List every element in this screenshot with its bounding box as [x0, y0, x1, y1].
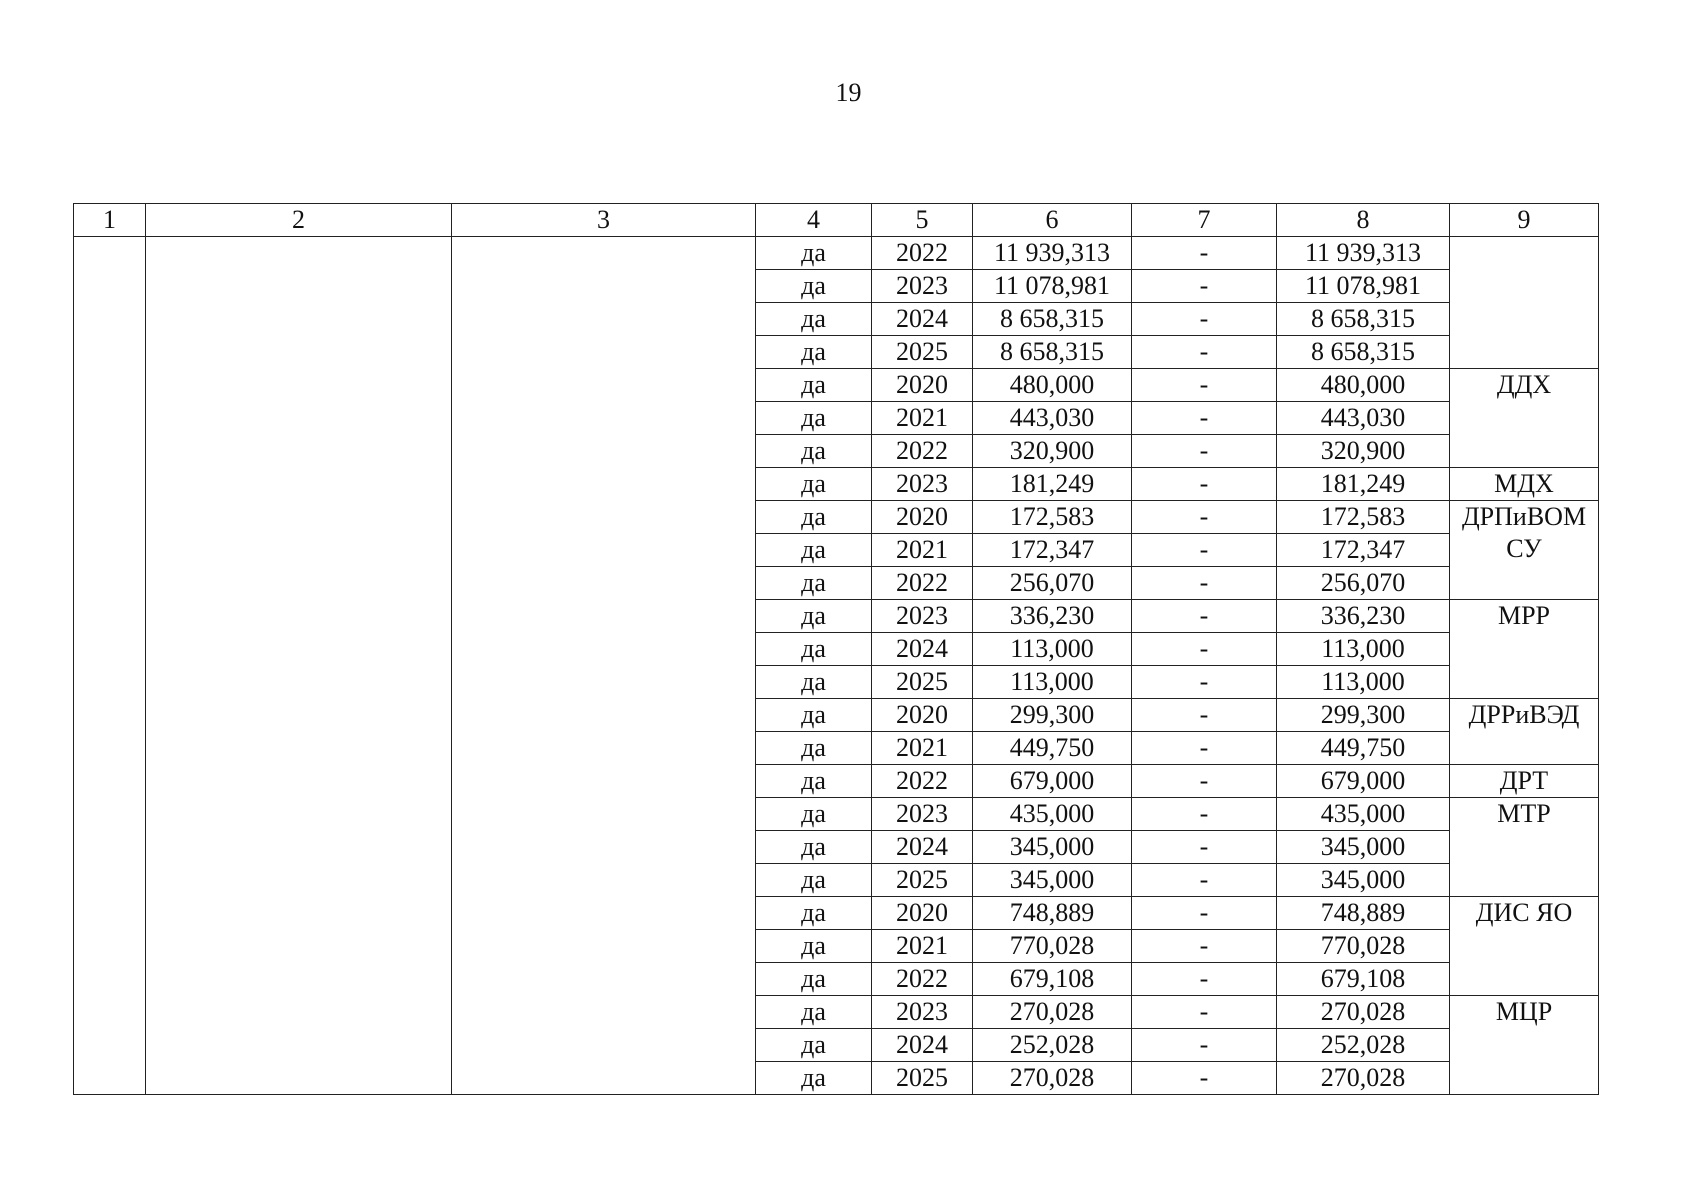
dash-cell: -	[1132, 468, 1277, 501]
year-cell: 2022	[872, 237, 973, 270]
flag-cell: да	[756, 468, 872, 501]
table-body	[74, 237, 1599, 1095]
dash-cell: -	[1132, 864, 1277, 897]
responsible-cell: ДРТ	[1450, 765, 1599, 798]
total-cell: 113,000	[1277, 633, 1450, 666]
flag-cell: да	[756, 930, 872, 963]
dash-cell: -	[1132, 501, 1277, 534]
amount-cell: 679,000	[973, 765, 1132, 798]
dash-cell: -	[1132, 798, 1277, 831]
year-cell: 2022	[872, 963, 973, 996]
dash-cell: -	[1132, 765, 1277, 798]
total-cell: 679,108	[1277, 963, 1450, 996]
column-header: 9	[1450, 204, 1599, 237]
dash-cell: -	[1132, 402, 1277, 435]
responsible-cell: МРР	[1450, 600, 1599, 699]
amount-cell: 172,347	[973, 534, 1132, 567]
dash-cell: -	[1132, 699, 1277, 732]
table-row	[74, 237, 1599, 270]
amount-cell: 770,028	[973, 930, 1132, 963]
year-cell: 2022	[872, 765, 973, 798]
total-cell: 449,750	[1277, 732, 1450, 765]
year-cell: 2023	[872, 600, 973, 633]
dash-cell: -	[1132, 963, 1277, 996]
responsible-cell: МЦР	[1450, 996, 1599, 1095]
amount-cell: 336,230	[973, 600, 1132, 633]
flag-cell: да	[756, 501, 872, 534]
amount-cell: 480,000	[973, 369, 1132, 402]
amount-cell: 345,000	[973, 831, 1132, 864]
responsible-cell: ДРРиВЭД	[1450, 699, 1599, 765]
amount-cell: 113,000	[973, 633, 1132, 666]
year-cell: 2023	[872, 798, 973, 831]
dash-cell: -	[1132, 303, 1277, 336]
column-3-blank	[452, 237, 756, 1095]
year-cell: 2023	[872, 996, 973, 1029]
year-cell: 2020	[872, 897, 973, 930]
column-header: 1	[74, 204, 146, 237]
total-cell: 270,028	[1277, 996, 1450, 1029]
header-row	[74, 204, 1599, 237]
flag-cell: да	[756, 864, 872, 897]
year-cell: 2021	[872, 402, 973, 435]
flag-cell: да	[756, 699, 872, 732]
responsible-cell: МТР	[1450, 798, 1599, 897]
year-cell: 2021	[872, 930, 973, 963]
total-cell: 345,000	[1277, 831, 1450, 864]
year-cell: 2023	[872, 468, 973, 501]
year-cell: 2021	[872, 732, 973, 765]
total-cell: 435,000	[1277, 798, 1450, 831]
amount-cell: 113,000	[973, 666, 1132, 699]
year-cell: 2024	[872, 831, 973, 864]
dash-cell: -	[1132, 666, 1277, 699]
dash-cell: -	[1132, 1029, 1277, 1062]
amount-cell: 172,583	[973, 501, 1132, 534]
flag-cell: да	[756, 732, 872, 765]
dash-cell: -	[1132, 237, 1277, 270]
dash-cell: -	[1132, 270, 1277, 303]
responsible-cell: ДИС ЯО	[1450, 897, 1599, 996]
total-cell: 480,000	[1277, 369, 1450, 402]
amount-cell: 435,000	[973, 798, 1132, 831]
total-cell: 8 658,315	[1277, 336, 1450, 369]
total-cell: 172,583	[1277, 501, 1450, 534]
total-cell: 770,028	[1277, 930, 1450, 963]
flag-cell: да	[756, 369, 872, 402]
flag-cell: да	[756, 633, 872, 666]
amount-cell: 8 658,315	[973, 336, 1132, 369]
column-2-blank	[146, 237, 452, 1095]
amount-cell: 252,028	[973, 1029, 1132, 1062]
column-header: 5	[872, 204, 973, 237]
responsible-cell	[1450, 237, 1599, 369]
flag-cell: да	[756, 1029, 872, 1062]
total-cell: 256,070	[1277, 567, 1450, 600]
year-cell: 2024	[872, 1029, 973, 1062]
total-cell: 443,030	[1277, 402, 1450, 435]
dash-cell: -	[1132, 600, 1277, 633]
total-cell: 679,000	[1277, 765, 1450, 798]
flag-cell: да	[756, 831, 872, 864]
column-1-blank	[74, 237, 146, 1095]
flag-cell: да	[756, 435, 872, 468]
total-cell: 336,230	[1277, 600, 1450, 633]
column-header: 8	[1277, 204, 1450, 237]
year-cell: 2020	[872, 699, 973, 732]
total-cell: 748,889	[1277, 897, 1450, 930]
amount-cell: 11 078,981	[973, 270, 1132, 303]
flag-cell: да	[756, 798, 872, 831]
flag-cell: да	[756, 963, 872, 996]
year-cell: 2020	[872, 501, 973, 534]
column-header: 6	[973, 204, 1132, 237]
flag-cell: да	[756, 600, 872, 633]
total-cell: 252,028	[1277, 1029, 1450, 1062]
total-cell: 299,300	[1277, 699, 1450, 732]
flag-cell: да	[756, 567, 872, 600]
total-cell: 8 658,315	[1277, 303, 1450, 336]
year-cell: 2025	[872, 666, 973, 699]
amount-cell: 11 939,313	[973, 237, 1132, 270]
amount-cell: 320,900	[973, 435, 1132, 468]
responsible-cell: МДХ	[1450, 468, 1599, 501]
total-cell: 11 939,313	[1277, 237, 1450, 270]
amount-cell: 270,028	[973, 996, 1132, 1029]
total-cell: 172,347	[1277, 534, 1450, 567]
dash-cell: -	[1132, 567, 1277, 600]
flag-cell: да	[756, 270, 872, 303]
dash-cell: -	[1132, 996, 1277, 1029]
total-cell: 181,249	[1277, 468, 1450, 501]
year-cell: 2020	[872, 369, 973, 402]
page-number: 19	[835, 78, 862, 107]
dash-cell: -	[1132, 732, 1277, 765]
amount-cell: 270,028	[973, 1062, 1132, 1095]
amount-cell: 443,030	[973, 402, 1132, 435]
year-cell: 2022	[872, 567, 973, 600]
amount-cell: 181,249	[973, 468, 1132, 501]
dash-cell: -	[1132, 633, 1277, 666]
flag-cell: да	[756, 303, 872, 336]
data-table	[73, 203, 1599, 1095]
total-cell: 270,028	[1277, 1062, 1450, 1095]
amount-cell: 345,000	[973, 864, 1132, 897]
dash-cell: -	[1132, 930, 1277, 963]
flag-cell: да	[756, 897, 872, 930]
total-cell: 320,900	[1277, 435, 1450, 468]
responsible-cell: ДРПиВОМ СУ	[1450, 501, 1599, 600]
amount-cell: 449,750	[973, 732, 1132, 765]
year-cell: 2024	[872, 303, 973, 336]
year-cell: 2022	[872, 435, 973, 468]
total-cell: 11 078,981	[1277, 270, 1450, 303]
year-cell: 2021	[872, 534, 973, 567]
flag-cell: да	[756, 534, 872, 567]
flag-cell: да	[756, 237, 872, 270]
column-header: 2	[146, 204, 452, 237]
year-cell: 2025	[872, 336, 973, 369]
year-cell: 2024	[872, 633, 973, 666]
amount-cell: 8 658,315	[973, 303, 1132, 336]
flag-cell: да	[756, 1062, 872, 1095]
dash-cell: -	[1132, 831, 1277, 864]
dash-cell: -	[1132, 1062, 1277, 1095]
flag-cell: да	[756, 996, 872, 1029]
flag-cell: да	[756, 666, 872, 699]
flag-cell: да	[756, 765, 872, 798]
year-cell: 2025	[872, 1062, 973, 1095]
amount-cell: 256,070	[973, 567, 1132, 600]
dash-cell: -	[1132, 369, 1277, 402]
amount-cell: 748,889	[973, 897, 1132, 930]
dash-cell: -	[1132, 435, 1277, 468]
responsible-cell: ДДХ	[1450, 369, 1599, 468]
year-cell: 2025	[872, 864, 973, 897]
flag-cell: да	[756, 402, 872, 435]
year-cell: 2023	[872, 270, 973, 303]
amount-cell: 679,108	[973, 963, 1132, 996]
dash-cell: -	[1132, 534, 1277, 567]
dash-cell: -	[1132, 897, 1277, 930]
amount-cell: 299,300	[973, 699, 1132, 732]
column-header: 7	[1132, 204, 1277, 237]
column-header: 3	[452, 204, 756, 237]
dash-cell: -	[1132, 336, 1277, 369]
total-cell: 113,000	[1277, 666, 1450, 699]
total-cell: 345,000	[1277, 864, 1450, 897]
column-header: 4	[756, 204, 872, 237]
flag-cell: да	[756, 336, 872, 369]
